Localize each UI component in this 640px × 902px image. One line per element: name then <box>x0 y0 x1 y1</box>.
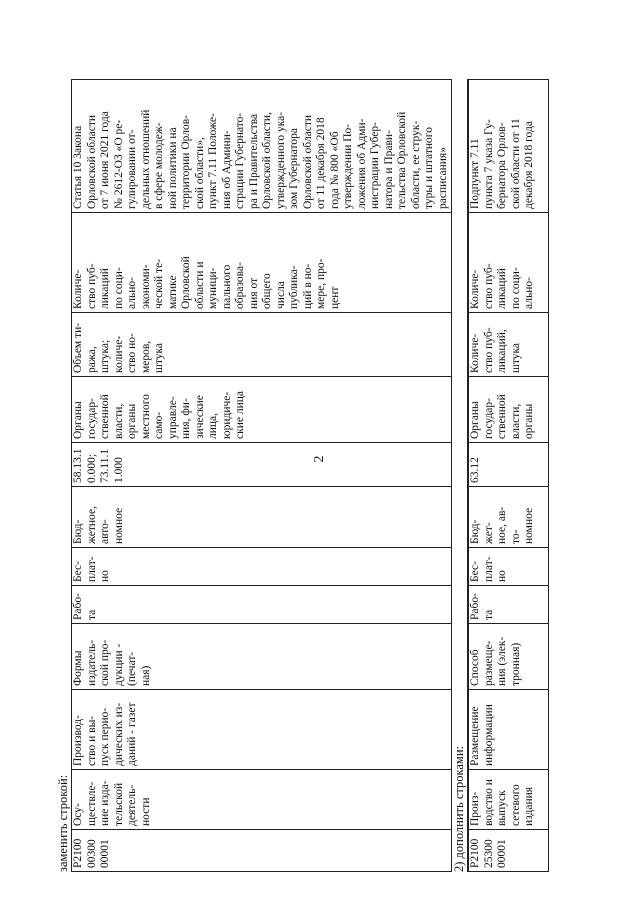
okved-text: 63.12 <box>469 457 481 483</box>
cell-basis <box>468 80 548 213</box>
cell-consumers <box>468 377 548 443</box>
type-text: Рабо- та <box>469 593 495 620</box>
type-text: Рабо- та <box>72 593 98 620</box>
funding-text: Бюд- жетное, авто- номное <box>72 506 125 544</box>
table-replacement-row <box>71 79 452 872</box>
cell-code <box>72 830 452 872</box>
okved-text: 58.13.1 0.000; 73.11.1 1.000 <box>72 448 125 483</box>
payment-text: Бес- плат- но <box>469 556 508 582</box>
form-text: Формы издатель- ской про- дукции - (печат- ная) <box>72 639 152 686</box>
cell-volume <box>72 313 452 377</box>
cell-payment <box>72 548 452 586</box>
consumers-text: Органы государ- ственной власти, органы <box>469 394 535 439</box>
quality-text: Количе- ство пуб- ликаций по соци- ально- <box>469 263 535 309</box>
payment-text: Бес- плат- но <box>72 556 111 582</box>
cell-okved <box>72 443 452 487</box>
description-text: Производ- ство и вы- пуск перио- дических из- даний - газет <box>72 702 138 766</box>
cell-quality <box>468 213 548 313</box>
cell-payment <box>468 548 548 586</box>
cell-type <box>72 586 452 624</box>
cell-description <box>468 690 548 770</box>
cell-name <box>72 770 452 830</box>
table-row <box>72 80 452 872</box>
cell-form <box>468 624 548 690</box>
section-1-intro: заменить строкой: <box>56 774 70 872</box>
cell-funding <box>72 487 452 548</box>
funding-text: Бюд- жет- ное, ав- то- номное <box>469 506 535 544</box>
cell-code <box>468 830 548 872</box>
name-text: Произ- водство и выпуск сетевого издания <box>469 779 535 826</box>
section-2-intro: 2) дополнить строками: <box>452 746 466 872</box>
basis-text: Статья 10 Закона Орловской области от 7 июня 2021 года № 2612-ОЗ «О ре- гулировании от- дельных отношений в сфере молодеж- ной политики на территории Орлов- ской области», пункт 7.11 Положе- ния об Админи- страции Губернато- ра и Правительства Орловской области, утвержденного ука- зом Губернатора Орловской области от 11 декабря 2018 года № 800 «Об утверждении По- ложения об Адми- нистрации Губер- натора и Прави- тельства Орловской области, ее струк- туры и штатного расписания» <box>72 109 449 209</box>
cell-consumers <box>72 377 452 443</box>
rotated-document <box>56 30 616 872</box>
cell-form <box>72 624 452 690</box>
consumers-text: Органы государ- ственной власти, органы местного само- управле- ния, фи- зические лица, юридиче- ские лица <box>72 391 246 439</box>
table-added-row <box>467 79 549 872</box>
cell-okved <box>468 443 548 487</box>
table-row <box>468 80 548 872</box>
cell-volume <box>468 313 548 377</box>
cell-funding <box>468 487 548 548</box>
cell-description <box>72 690 452 770</box>
volume-text: Количе- ство пуб- ликаций, штука <box>469 327 522 373</box>
description-text: Размещение информации <box>469 704 495 766</box>
code-text: P2100 00300 00001 <box>72 838 111 868</box>
cell-quality <box>72 213 452 313</box>
volume-text: Объем ти- ража, штука; количе- ство но- меров, штука <box>72 322 165 373</box>
cell-name <box>468 770 548 830</box>
code-text: P2100 25300 00001 <box>469 838 508 868</box>
page-number: 2 <box>312 455 327 463</box>
cell-type <box>468 586 548 624</box>
form-text: Способ размеще- ния (элек- тронная) <box>469 636 522 686</box>
basis-text: Подпункт 7.11 пункта 7 указа Гу- бернатора Орлов- ской области от 11 декабря 2018 года <box>469 118 535 209</box>
quality-text: Количе- ство пуб- ликаций по соци- ально- экономи- ческой те- матике Орловской области и муници- пального образова- ния от общего числа публика- ций в но- мере, про- цент <box>72 256 341 309</box>
name-text: Осу- ществле- ние изда- тельской деятель- ности <box>72 780 152 826</box>
cell-basis <box>72 80 452 213</box>
